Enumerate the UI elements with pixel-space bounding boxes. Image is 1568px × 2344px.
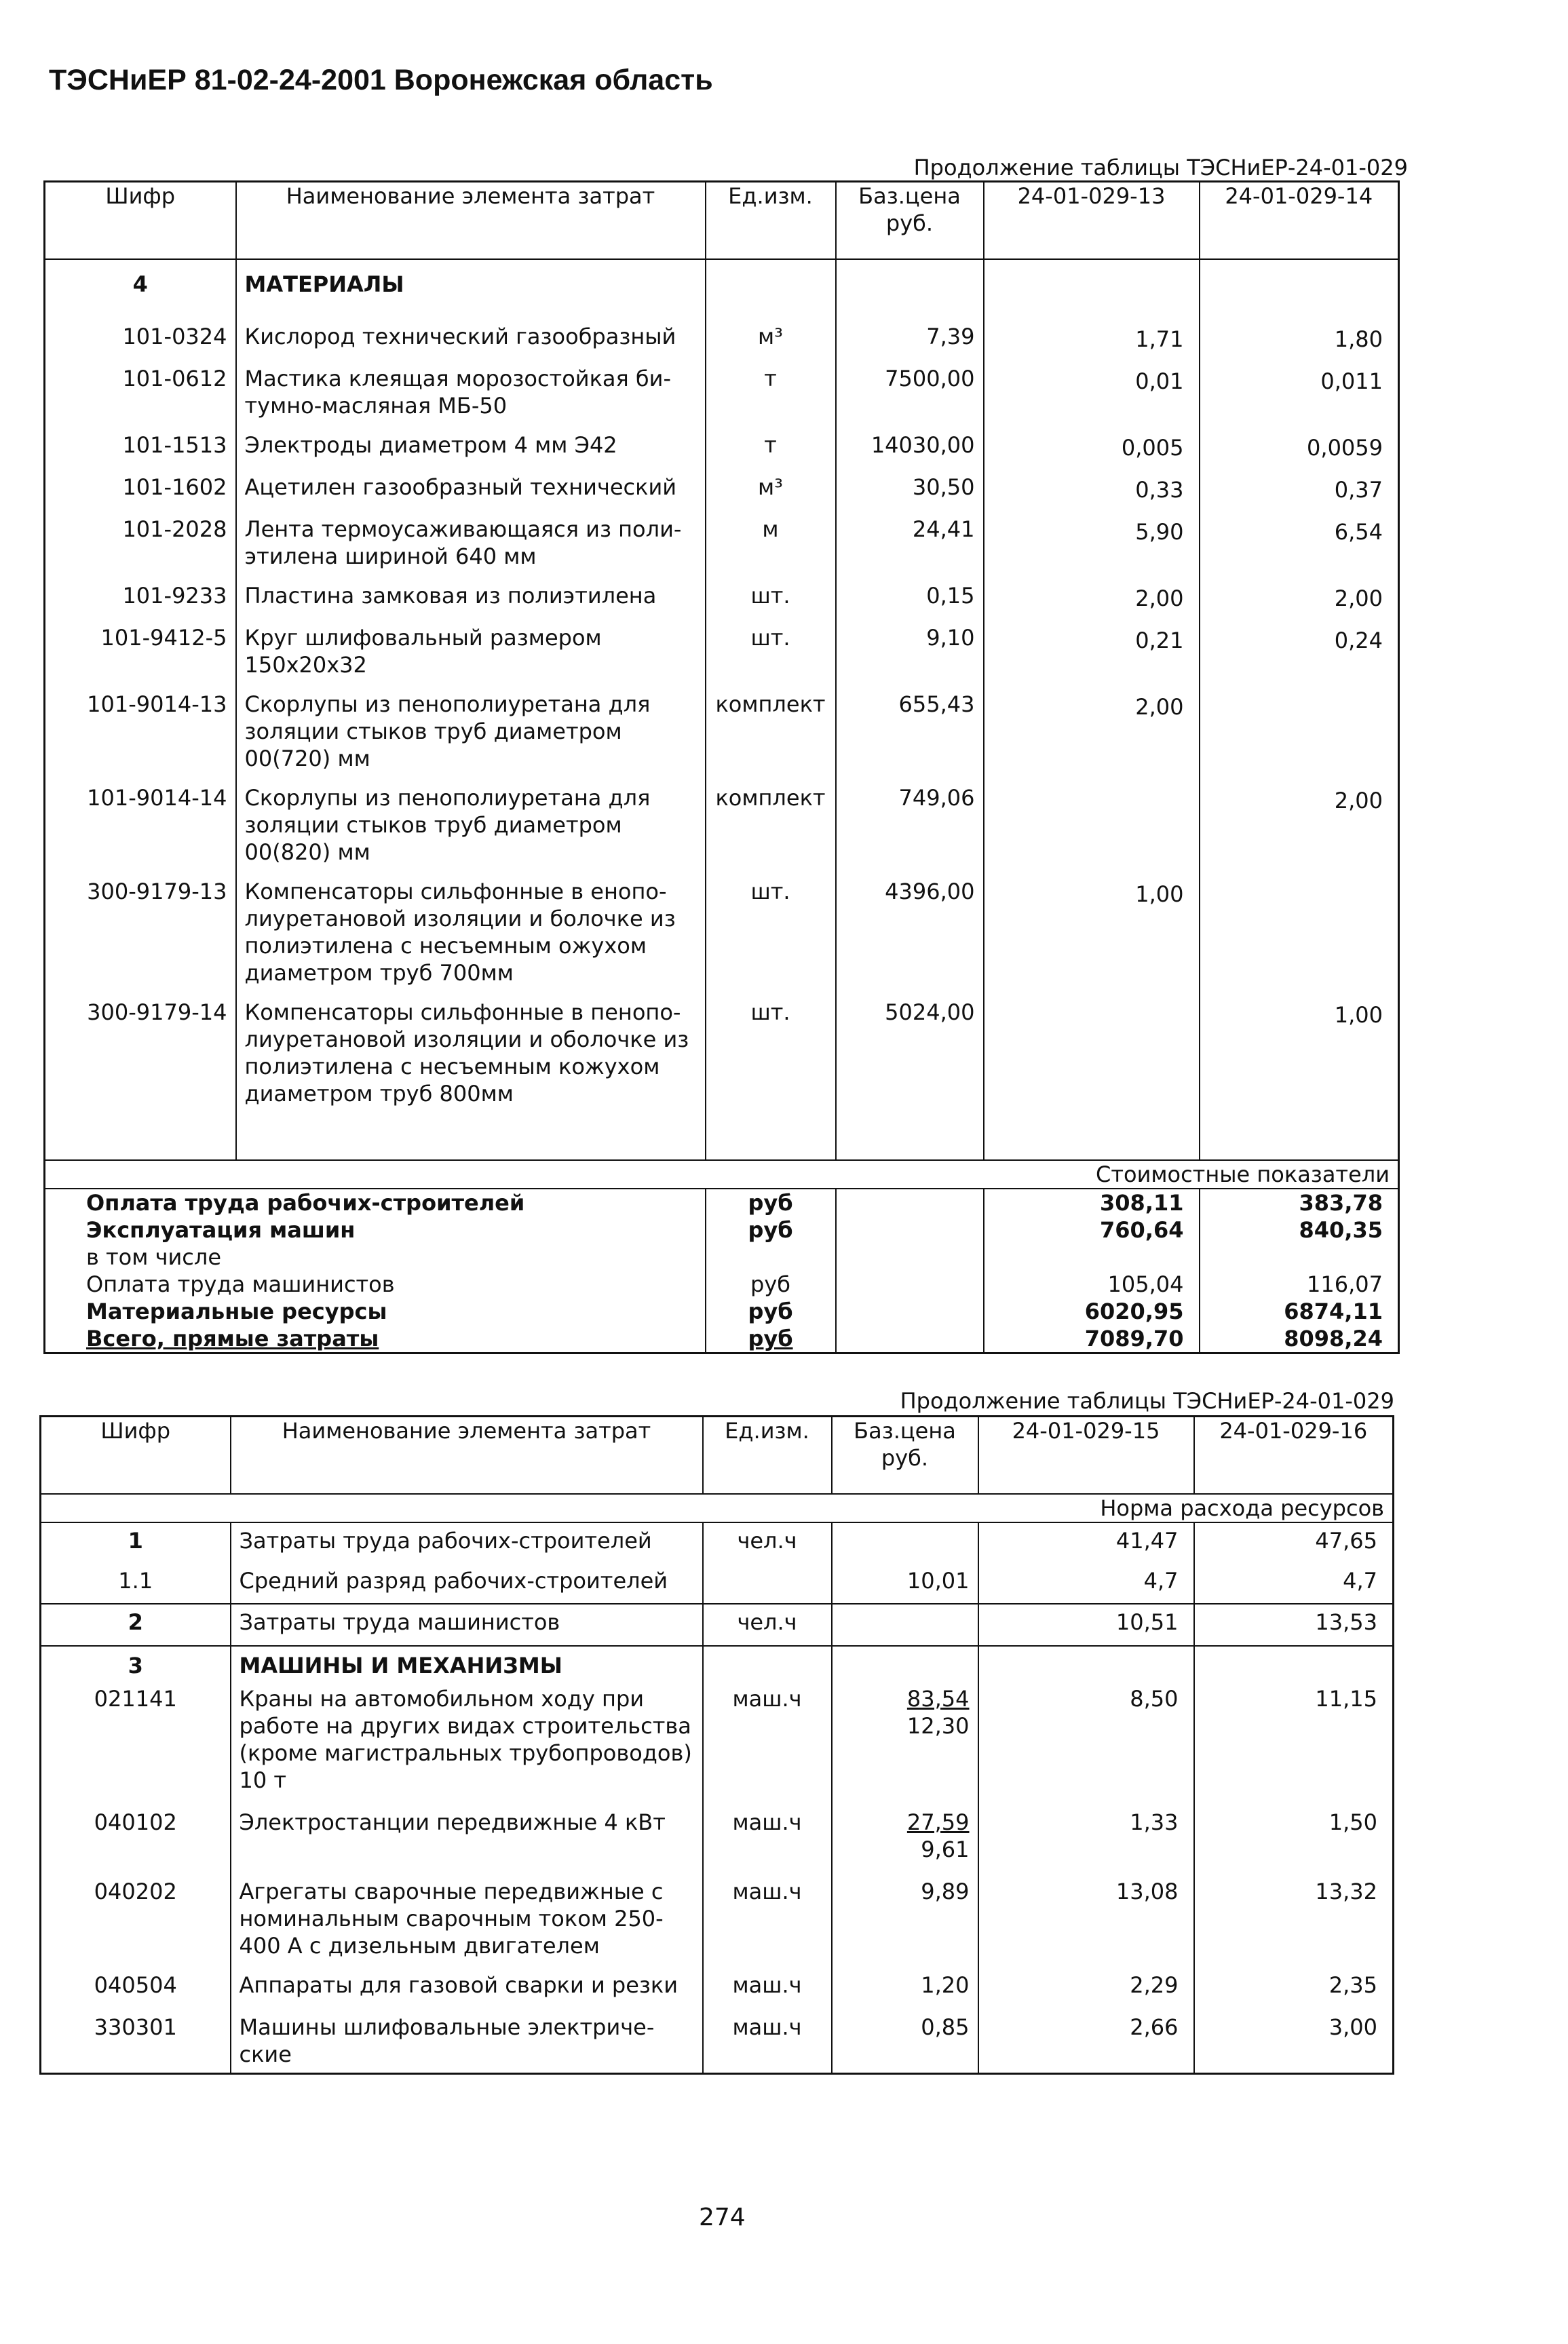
material-name: Скорлупы из пенополиуретана для золяции стыков труб диаметром 00(720) мм <box>236 684 706 777</box>
machine-value-16: 2,35 <box>1328 1972 1377 1998</box>
document-title: ТЭСНиЕР 81-02-24-2001 Воронежская область <box>49 64 713 96</box>
material-code: 101-1513 <box>122 432 227 458</box>
machine-row <box>41 1806 1394 1875</box>
material-row <box>45 316 1399 358</box>
material-value-14: 0,0059 <box>1307 435 1383 461</box>
summary-name: Эксплуатация машин <box>45 1216 706 1244</box>
material-value-14: 1,00 <box>1334 1002 1383 1028</box>
material-price: 24,41 <box>836 509 984 575</box>
machine-price <box>832 1969 978 2011</box>
summary-unit: руб <box>706 1298 836 1325</box>
summary-price <box>836 1325 984 1353</box>
machine-price-base: 1,20 <box>921 1972 970 1998</box>
material-price: 5024,00 <box>836 992 984 1133</box>
material-value-13: 0,005 <box>984 425 1200 467</box>
machine-value-16: 11,15 <box>1315 1686 1377 1712</box>
material-row <box>45 617 1399 684</box>
material-name: Пластина замковая из полиэтилена <box>236 575 706 617</box>
labor-row-value-15: 41,47 <box>978 1522 1194 1563</box>
material-code: 101-0324 <box>122 324 227 349</box>
summary-price <box>836 1298 984 1325</box>
summary-unit: руб <box>706 1325 836 1353</box>
section-v2 <box>1194 1646 1394 1683</box>
summary-name: Материальные ресурсы <box>45 1298 706 1325</box>
material-code: 101-9014-13 <box>87 691 227 717</box>
material-value-14: 0,011 <box>1320 368 1383 394</box>
machine-code: 040504 <box>94 1972 177 1998</box>
material-value-14 <box>1200 684 1399 777</box>
summary-row <box>45 1298 1399 1325</box>
labor-row-unit: чел.ч <box>703 1522 832 1563</box>
section-v1 <box>978 1646 1194 1683</box>
summary-row <box>45 1189 1399 1216</box>
material-price: 14030,00 <box>836 425 984 467</box>
labor-row-code: 1 <box>128 1528 143 1554</box>
table2-caption: Продолжение таблицы ТЭСНиЕР-24-01-029 <box>900 1388 1394 1414</box>
machine-price-labor: 12,30 <box>906 1713 970 1739</box>
machine-value-16: 3,00 <box>1328 2014 1377 2040</box>
costs-header-row <box>45 1160 1399 1189</box>
machine-row <box>41 2011 1394 2073</box>
material-unit: м³ <box>706 467 836 509</box>
machinist-labor-row <box>41 1604 1394 1646</box>
machine-unit: маш.ч <box>703 1806 832 1875</box>
machine-name: Краны на автомобильном ходу при работе на других видах строительства (кроме магистральных трубопроводов) 10 т <box>231 1683 703 1806</box>
labor-row-value-15: 4,7 <box>978 1563 1194 1604</box>
machine-code: 330301 <box>94 2014 177 2040</box>
summary-value-14: 116,07 <box>1307 1271 1383 1297</box>
summary-value-14: 840,35 <box>1299 1217 1383 1243</box>
material-name: Компенсаторы сильфонные в пенопо-лиуретановой изоляции и оболочке из полиэтилена с несъемным кожухом диаметром труб 800мм <box>236 992 706 1133</box>
material-value-14: 2,00 <box>1334 788 1383 813</box>
col-v2-header: 24-01-029-14 <box>1200 182 1399 260</box>
section-name: МАТЕРИАЛЫ <box>236 259 706 316</box>
machine-code: 021141 <box>94 1686 177 1712</box>
material-name: Кислород технический газообразный <box>236 316 706 358</box>
material-value-13: 0,21 <box>984 617 1200 684</box>
material-unit: комплект <box>706 684 836 777</box>
material-row <box>45 575 1399 617</box>
material-value-14: 0,37 <box>1334 477 1383 503</box>
material-price: 7500,00 <box>836 358 984 425</box>
material-value-14: 2,00 <box>1334 585 1383 611</box>
labor-row-value-16: 47,65 <box>1315 1528 1377 1554</box>
col-name-header: Наименование элемента затрат <box>236 182 706 260</box>
table1-caption: Продолжение таблицы ТЭСНиЕР-24-01-029 <box>913 155 1408 180</box>
machine-value-15: 2,29 <box>978 1969 1194 2011</box>
labor-row-price <box>832 1522 978 1563</box>
machine-price-base: 0,85 <box>921 2014 970 2040</box>
material-unit: комплект <box>706 777 836 871</box>
material-value-14 <box>1200 871 1399 992</box>
machine-price <box>832 1806 978 1875</box>
norm-header-row <box>41 1494 1394 1522</box>
material-row <box>45 425 1399 467</box>
summary-price <box>836 1271 984 1298</box>
machine-unit: маш.ч <box>703 1875 832 1969</box>
material-code: 101-1602 <box>122 474 227 500</box>
material-unit: т <box>706 425 836 467</box>
material-row <box>45 684 1399 777</box>
machine-unit: маш.ч <box>703 2011 832 2073</box>
summary-name: Оплата труда машинистов <box>45 1271 706 1298</box>
material-row <box>45 992 1399 1133</box>
material-row <box>45 509 1399 575</box>
summary-name: Оплата труда рабочих-строителей <box>45 1189 706 1216</box>
material-code: 101-0612 <box>122 366 227 391</box>
machines-section-row <box>41 1646 1394 1683</box>
machine-unit: маш.ч <box>703 1969 832 2011</box>
material-price: 749,06 <box>836 777 984 871</box>
costs-header: Стоимостные показатели <box>45 1160 1399 1189</box>
section-row <box>45 259 1399 316</box>
col-v1-header: 24-01-029-13 <box>984 182 1200 260</box>
material-code: 101-9412-5 <box>100 625 227 651</box>
material-name: Мастика клеящая морозостойкая би-тумно-масляная МБ-50 <box>236 358 706 425</box>
summary-row <box>45 1271 1399 1298</box>
material-price: 655,43 <box>836 684 984 777</box>
material-code: 101-9233 <box>122 583 227 609</box>
col-unit-header: Ед.изм. <box>703 1417 832 1495</box>
material-price: 4396,00 <box>836 871 984 992</box>
summary-unit <box>706 1244 836 1271</box>
section-code: 4 <box>132 271 148 297</box>
material-code: 300-9179-14 <box>87 999 227 1025</box>
material-value-14: 0,24 <box>1334 628 1383 653</box>
norm-header: Норма расхода ресурсов <box>41 1494 1394 1522</box>
machine-price-labor: 9,61 <box>921 1837 970 1862</box>
material-unit: шт. <box>706 992 836 1133</box>
machine-price-base: 9,89 <box>921 1879 970 1904</box>
material-row <box>45 467 1399 509</box>
section-unit <box>703 1646 832 1683</box>
table2-header-row <box>41 1417 1394 1495</box>
col-v1-header: 24-01-029-15 <box>978 1417 1194 1495</box>
machine-name: Агрегаты сварочные передвижные с номинальным сварочным током 250-400 А с дизельным двигателем <box>231 1875 703 1969</box>
machinist-labor-row-code: 2 <box>41 1604 231 1646</box>
table2 <box>39 1415 1394 2075</box>
machine-code: 040202 <box>94 1879 177 1904</box>
material-unit: шт. <box>706 617 836 684</box>
material-unit: шт. <box>706 871 836 992</box>
material-value-14: 6,54 <box>1334 519 1383 545</box>
machine-row <box>41 1683 1394 1806</box>
material-name: Круг шлифовальный размером 150х20х32 <box>236 617 706 684</box>
summary-price <box>836 1216 984 1244</box>
col-unit-header: Ед.изм. <box>706 182 836 260</box>
machine-value-15: 13,08 <box>978 1875 1194 1969</box>
machine-name: Машины шлифовальные электриче-ские <box>231 2011 703 2073</box>
labor-row-name: Средний разряд рабочих-строителей <box>231 1563 703 1604</box>
machine-price <box>832 2011 978 2073</box>
material-value-13 <box>984 777 1200 871</box>
labor-row <box>41 1563 1394 1604</box>
summary-unit: руб <box>706 1216 836 1244</box>
machinist-labor-row-value-16: 13,53 <box>1194 1604 1394 1646</box>
summary-value-13: 6020,95 <box>984 1298 1200 1325</box>
summary-row <box>45 1244 1399 1271</box>
col-code-header: Шифр <box>41 1417 231 1495</box>
machine-unit: маш.ч <box>703 1683 832 1806</box>
machine-row <box>41 1875 1394 1969</box>
summary-value-13: 7089,70 <box>984 1325 1200 1353</box>
summary-price <box>836 1189 984 1216</box>
labor-row-unit <box>703 1563 832 1604</box>
material-name: Скорлупы из пенополиуретана для золяции стыков труб диаметром 00(820) мм <box>236 777 706 871</box>
summary-price <box>836 1244 984 1271</box>
summary-value-14 <box>1200 1244 1399 1271</box>
machine-name: Аппараты для газовой сварки и резки <box>231 1969 703 2011</box>
summary-value-13: 760,64 <box>984 1216 1200 1244</box>
material-unit: м³ <box>706 316 836 358</box>
material-row <box>45 777 1399 871</box>
material-price: 9,10 <box>836 617 984 684</box>
summary-value-13: 105,04 <box>984 1271 1200 1298</box>
material-price: 30,50 <box>836 467 984 509</box>
machine-value-15: 1,33 <box>978 1806 1194 1875</box>
machine-code: 040102 <box>94 1809 177 1835</box>
material-name: Лента термоусаживающаяся из поли-этилена шириной 640 мм <box>236 509 706 575</box>
summary-unit: руб <box>706 1189 836 1216</box>
machine-row <box>41 1969 1394 2011</box>
material-value-13: 1,00 <box>984 871 1200 992</box>
machine-price <box>832 1875 978 1969</box>
material-value-13: 2,00 <box>984 575 1200 617</box>
machine-value-16: 13,32 <box>1315 1879 1377 1904</box>
machine-price-base: 83,54 <box>906 1686 970 1712</box>
material-name: Ацетилен газообразный технический <box>236 467 706 509</box>
material-unit: шт. <box>706 575 836 617</box>
machine-name: Электростанции передвижные 4 кВт <box>231 1806 703 1875</box>
material-value-13 <box>984 992 1200 1133</box>
summary-unit: руб <box>706 1271 836 1298</box>
machinist-labor-row-value-15: 10,51 <box>978 1604 1194 1646</box>
material-row <box>45 871 1399 992</box>
summary-value-13: 308,11 <box>984 1189 1200 1216</box>
material-unit: т <box>706 358 836 425</box>
summary-name: в том числе <box>45 1244 706 1271</box>
machine-value-16: 1,50 <box>1328 1809 1377 1835</box>
col-code-header: Шифр <box>45 182 236 260</box>
section-name: МАШИНЫ И МЕХАНИЗМЫ <box>231 1646 703 1683</box>
material-value-13: 5,90 <box>984 509 1200 575</box>
material-value-13: 0,01 <box>984 358 1200 425</box>
machine-value-15: 8,50 <box>978 1683 1194 1806</box>
material-price: 0,15 <box>836 575 984 617</box>
machine-price <box>832 1683 978 1806</box>
table1 <box>43 180 1400 1354</box>
machine-price-base: 27,59 <box>906 1809 970 1835</box>
material-value-13: 1,71 <box>984 316 1200 358</box>
material-code: 300-9179-13 <box>87 879 227 904</box>
labor-row-name: Затраты труда рабочих-строителей <box>231 1522 703 1563</box>
machinist-labor-row-unit: чел.ч <box>703 1604 832 1646</box>
material-value-14: 1,80 <box>1334 326 1383 352</box>
labor-row <box>41 1522 1394 1563</box>
labor-row-code: 1.1 <box>118 1568 153 1594</box>
material-unit: м <box>706 509 836 575</box>
material-value-13: 0,33 <box>984 467 1200 509</box>
material-row <box>45 358 1399 425</box>
section-code: 3 <box>41 1646 231 1683</box>
summary-name: Всего, прямые затраты <box>45 1325 706 1353</box>
material-code: 101-2028 <box>122 516 227 542</box>
section-price <box>832 1646 978 1683</box>
col-v2-header: 24-01-029-16 <box>1194 1417 1394 1495</box>
col-price-header: Баз.цена руб. <box>836 182 984 260</box>
material-price: 7,39 <box>836 316 984 358</box>
col-name-header: Наименование элемента затрат <box>231 1417 703 1495</box>
col-price-header: Баз.цена руб. <box>832 1417 978 1495</box>
material-code: 101-9014-14 <box>87 785 227 811</box>
page-number: 274 <box>699 2204 746 2231</box>
summary-row <box>45 1216 1399 1244</box>
summary-value-14: 383,78 <box>1299 1190 1383 1216</box>
summary-value-14: 8098,24 <box>1284 1326 1383 1351</box>
machine-value-15: 2,66 <box>978 2011 1194 2073</box>
machinist-labor-row-name: Затраты труда машинистов <box>231 1604 703 1646</box>
summary-value-13 <box>984 1244 1200 1271</box>
summary-row <box>45 1325 1399 1353</box>
table1-header-row <box>45 182 1399 260</box>
summary-value-14: 6874,11 <box>1284 1299 1383 1324</box>
material-name: Компенсаторы сильфонные в енопо-лиуретановой изоляции и болочке из полиэтилена с несъемным ожухом диаметром труб 700мм <box>236 871 706 992</box>
labor-row-price: 10,01 <box>832 1563 978 1604</box>
material-value-13: 2,00 <box>984 684 1200 777</box>
material-name: Электроды диаметром 4 мм Э42 <box>236 425 706 467</box>
machinist-labor-row-price <box>832 1604 978 1646</box>
labor-row-value-16: 4,7 <box>1343 1568 1377 1594</box>
